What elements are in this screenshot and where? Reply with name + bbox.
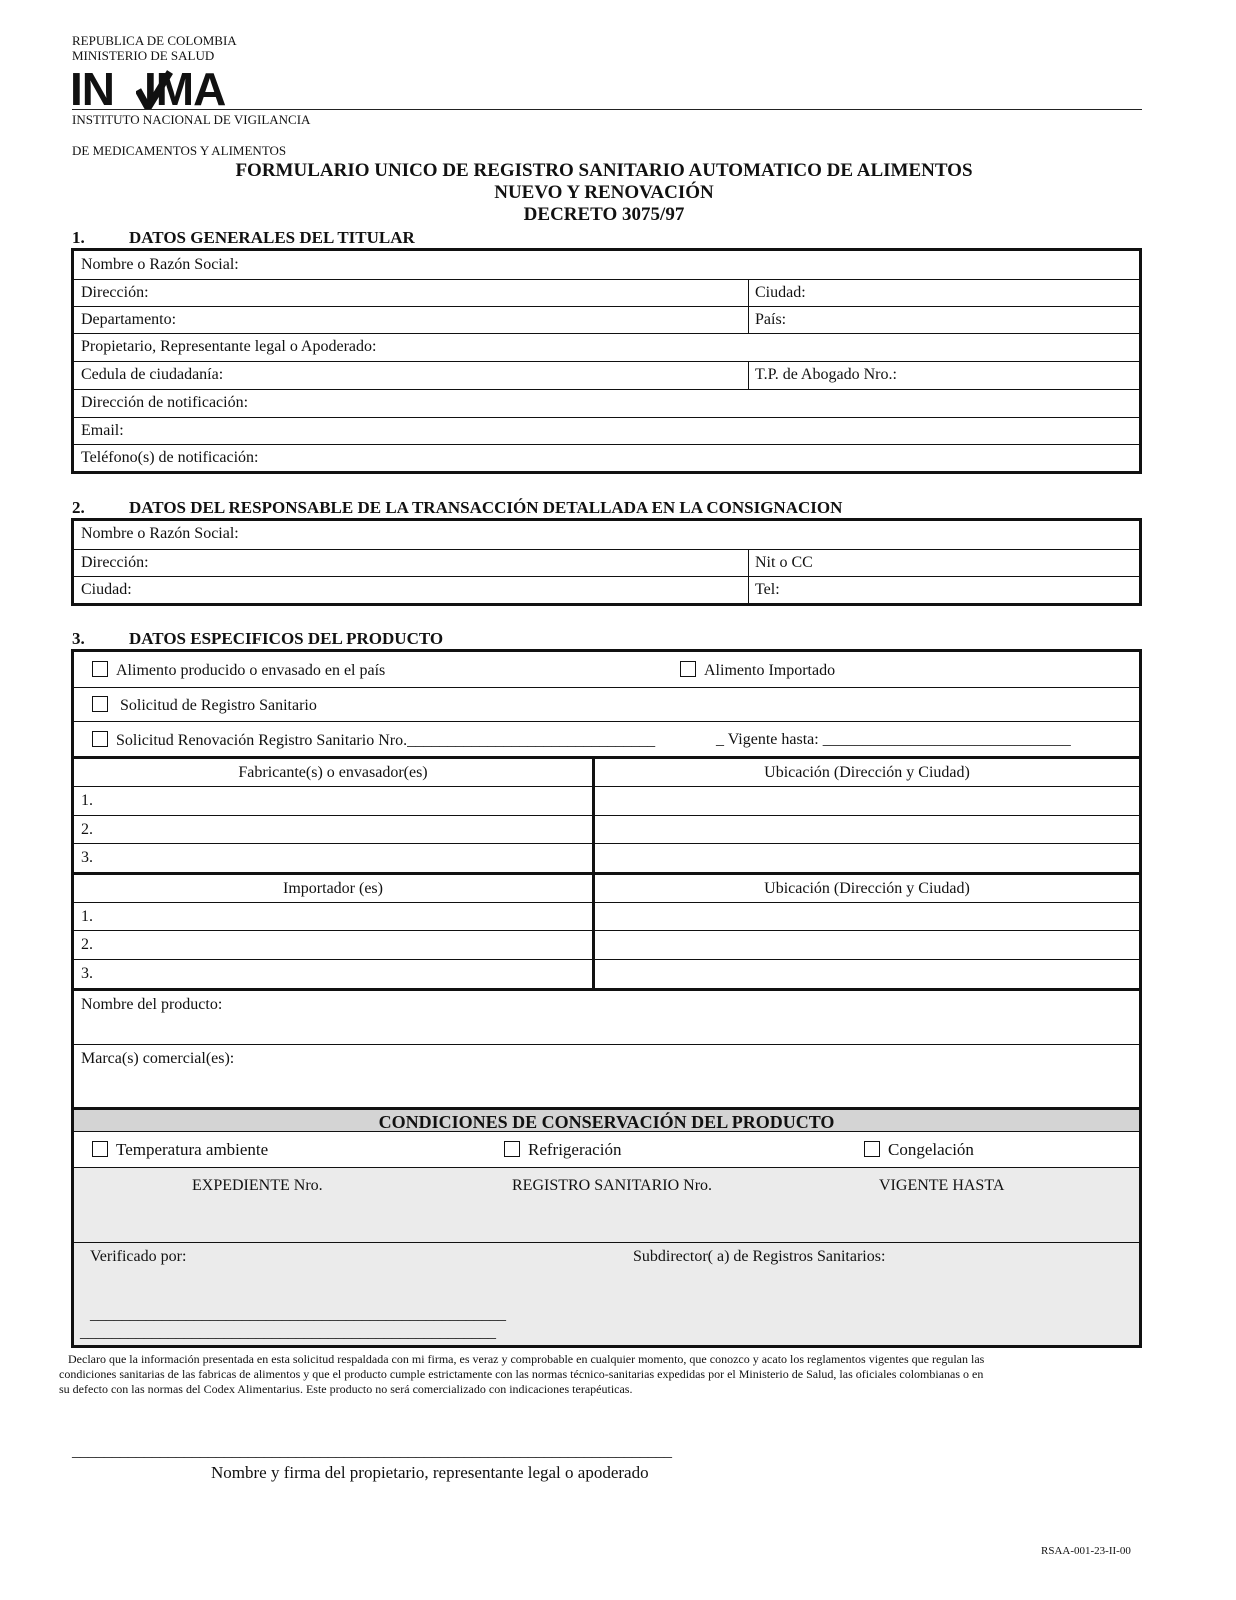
section3-table (71, 649, 1142, 1348)
resp-direccion-label: Dirección: (81, 554, 149, 571)
importador-row-1[interactable] (74, 902, 1139, 930)
row-nombre-producto[interactable] (74, 988, 1139, 1044)
invima-logo: IN IMA (70, 63, 226, 115)
row-direccion[interactable] (74, 279, 1139, 306)
alimento-pais-label: Alimento producido o envasado en el país (116, 662, 386, 679)
divider (592, 903, 595, 930)
verificado-label: Verificado por: (90, 1248, 187, 1265)
owner-signature-line[interactable]: ___________________________________________________________________________ (72, 1443, 672, 1460)
section3-title: DATOS ESPECIFICOS DEL PRODUCTO (129, 629, 444, 648)
section2-number: 2. (72, 498, 85, 517)
resp-ciudad-label: Ciudad: (81, 581, 132, 598)
importador-header: Importador (es) (283, 880, 383, 897)
institute-line1: INSTITUTO NACIONAL DE VIGILANCIA (72, 112, 311, 127)
fabricante-row-1[interactable] (74, 786, 1139, 815)
header-rule (72, 109, 1142, 110)
congelacion-label: Congelación (888, 1140, 974, 1159)
importador-row-2[interactable] (74, 930, 1139, 959)
row-telefono[interactable] (74, 444, 1139, 471)
ministry-label: MINISTERIO DE SALUD (72, 48, 215, 63)
expediente-label: EXPEDIENTE Nro. (192, 1177, 323, 1194)
refrigeracion-option[interactable] (504, 1141, 621, 1159)
direccion-label: Dirección: (81, 284, 149, 301)
alimento-importado-option[interactable] (680, 661, 835, 680)
section1-table (71, 248, 1142, 474)
congelacion-checkbox[interactable] (864, 1141, 880, 1157)
tp-abogado-label: T.P. de Abogado Nro.: (755, 366, 897, 383)
fabricante-row-number: 3. (81, 849, 93, 866)
nit-label: Nit o CC (755, 554, 813, 571)
propietario-label: Propietario, Representante legal o Apoderado: (81, 338, 377, 355)
row-solicitud-registro (74, 687, 1139, 721)
row-registro-oficial (74, 1167, 1139, 1242)
solicitud-registro-checkbox[interactable] (92, 696, 108, 712)
declaration-line2: condiciones sanitarias de las fabricas de alimentos y que el producto cumple estrictamente con las normas técnico-sanitarias expedidas por el Ministerio de Salud, las oficiales colombianas o en (59, 1367, 984, 1381)
form-title-line2: NUEVO Y RENOVACIÓN (494, 182, 714, 203)
section2-heading (72, 498, 842, 518)
owner-signature-caption: Nombre y firma del propietario, representante legal o apoderado (211, 1463, 649, 1482)
row-resp-razon-social[interactable] (74, 521, 1139, 549)
fabricantes-header: Fabricante(s) o envasador(es) (238, 764, 428, 781)
divider (592, 816, 595, 843)
institute-line2: DE MEDICAMENTOS Y ALIMENTOS (72, 143, 287, 158)
importador-row-number: 1. (81, 908, 93, 925)
vigente-label: VIGENTE HASTA (879, 1177, 1005, 1194)
row-email[interactable] (74, 417, 1139, 444)
cedula-label: Cedula de ciudadanía: (81, 366, 224, 383)
condiciones-title: CONDICIONES DE CONSERVACIÓN DEL PRODUCTO (378, 1112, 835, 1132)
nombre-producto-label: Nombre del producto: (81, 996, 223, 1013)
fabricante-row-number: 1. (81, 792, 93, 809)
marcas-label: Marca(s) comercial(es): (81, 1050, 235, 1067)
divider (748, 280, 749, 306)
temp-ambiente-label: Temperatura ambiente (116, 1140, 269, 1159)
row-origen (74, 652, 1139, 687)
congelacion-option[interactable] (864, 1141, 974, 1159)
verificado-signature-line-2[interactable]: ____________________________________________________ (80, 1324, 496, 1341)
registro-nro-label: REGISTRO SANITARIO Nro. (512, 1177, 713, 1194)
row-resp-ciudad[interactable] (74, 576, 1139, 603)
row-cedula[interactable] (74, 361, 1139, 389)
country-label: REPUBLICA DE COLOMBIA (72, 33, 237, 48)
section2-table (71, 518, 1142, 606)
row-verificacion (74, 1242, 1139, 1345)
alimento-pais-option[interactable] (92, 661, 385, 680)
declaration-line3: su defecto con las normas del Codex Alimentarius. Este producto no será comercializado con indicaciones terapéuticas. (59, 1382, 633, 1396)
alimento-importado-checkbox[interactable] (680, 661, 696, 677)
fabricante-row-number: 2. (81, 821, 93, 838)
solicitud-renovacion-option[interactable] (92, 731, 655, 750)
fabricante-row-3[interactable] (74, 843, 1139, 872)
row-marcas[interactable] (74, 1044, 1139, 1107)
row-departamento[interactable] (74, 306, 1139, 333)
vigente-hasta-field[interactable]: _ Vigente hasta: _______________________________ (716, 731, 1071, 748)
divider (592, 931, 595, 959)
section3-heading (72, 629, 443, 649)
direccion-notificacion-label: Dirección de notificación: (81, 394, 249, 411)
divider (748, 577, 749, 603)
temp-ambiente-checkbox[interactable] (92, 1141, 108, 1157)
divider (592, 960, 595, 988)
importador-row-number: 3. (81, 965, 93, 982)
row-condiciones (74, 1131, 1139, 1167)
subdirector-label: Subdirector( a) de Registros Sanitarios: (633, 1248, 886, 1265)
row-propietario[interactable] (74, 333, 1139, 361)
row-fabricantes-header (74, 756, 1139, 786)
section1-heading (72, 228, 415, 248)
ciudad-label: Ciudad: (755, 284, 806, 301)
divider (748, 307, 749, 333)
email-label: Email: (81, 422, 124, 439)
importador-row-3[interactable] (74, 959, 1139, 988)
razon-social-label: Nombre o Razón Social: (81, 256, 239, 273)
section3-number: 3. (72, 629, 85, 648)
importador-row-number: 2. (81, 936, 93, 953)
tel-label: Tel: (755, 581, 780, 598)
solicitud-registro-option[interactable] (92, 696, 317, 715)
form-title-line1: FORMULARIO UNICO DE REGISTRO SANITARIO AUTOMATICO DE ALIMENTOS (235, 160, 973, 181)
solicitud-renovacion-checkbox[interactable] (92, 731, 108, 747)
ubicacion-header: Ubicación (Dirección y Ciudad) (764, 764, 970, 781)
refrigeracion-checkbox[interactable] (504, 1141, 520, 1157)
temp-ambiente-option[interactable] (92, 1141, 268, 1159)
condiciones-header-row (74, 1107, 1139, 1131)
row-importador-header (74, 872, 1139, 902)
refrigeracion-label: Refrigeración (528, 1140, 622, 1159)
ubicacion-header-2: Ubicación (Dirección y Ciudad) (764, 880, 970, 897)
divider (748, 362, 749, 389)
row-solicitud-renovacion (74, 721, 1139, 756)
section2-title: DATOS DEL RESPONSABLE DE LA TRANSACCIÓN DETALLADA EN LA CONSIGNACION (129, 498, 843, 517)
divider (748, 550, 749, 576)
verificado-signature-line[interactable]: ____________________________________________________ (90, 1306, 506, 1323)
form-code: RSAA-001-23-II-00 (1041, 1545, 1131, 1557)
resp-razon-social-label: Nombre o Razón Social: (81, 525, 239, 542)
telefono-label: Teléfono(s) de notificación: (81, 449, 259, 466)
departamento-label: Departamento: (81, 311, 177, 328)
alimento-pais-checkbox[interactable] (92, 661, 108, 677)
declaration-line1: Declaro que la información presentada en esta solicitud respaldada con mi firma, es veraz y comprobable en cualquier momento, que conozco y acato los reglamentos vigentes que regulan las (68, 1352, 985, 1366)
row-resp-direccion[interactable] (74, 549, 1139, 576)
solicitud-registro-label: Solicitud de Registro Sanitario (120, 697, 317, 714)
fabricante-row-2[interactable] (74, 815, 1139, 843)
row-direccion-notificacion[interactable] (74, 389, 1139, 417)
divider (592, 787, 595, 815)
section1-number: 1. (72, 228, 85, 247)
solicitud-renovacion-label: Solicitud Renovación Registro Sanitario Nro._______________________________ (116, 732, 656, 749)
alimento-importado-label: Alimento Importado (704, 662, 836, 679)
form-title-line3: DECRETO 3075/97 (523, 204, 685, 225)
section1-title: DATOS GENERALES DEL TITULAR (129, 228, 415, 247)
divider (592, 844, 595, 872)
pais-label: País: (755, 311, 787, 328)
row-razon-social[interactable] (74, 251, 1139, 279)
